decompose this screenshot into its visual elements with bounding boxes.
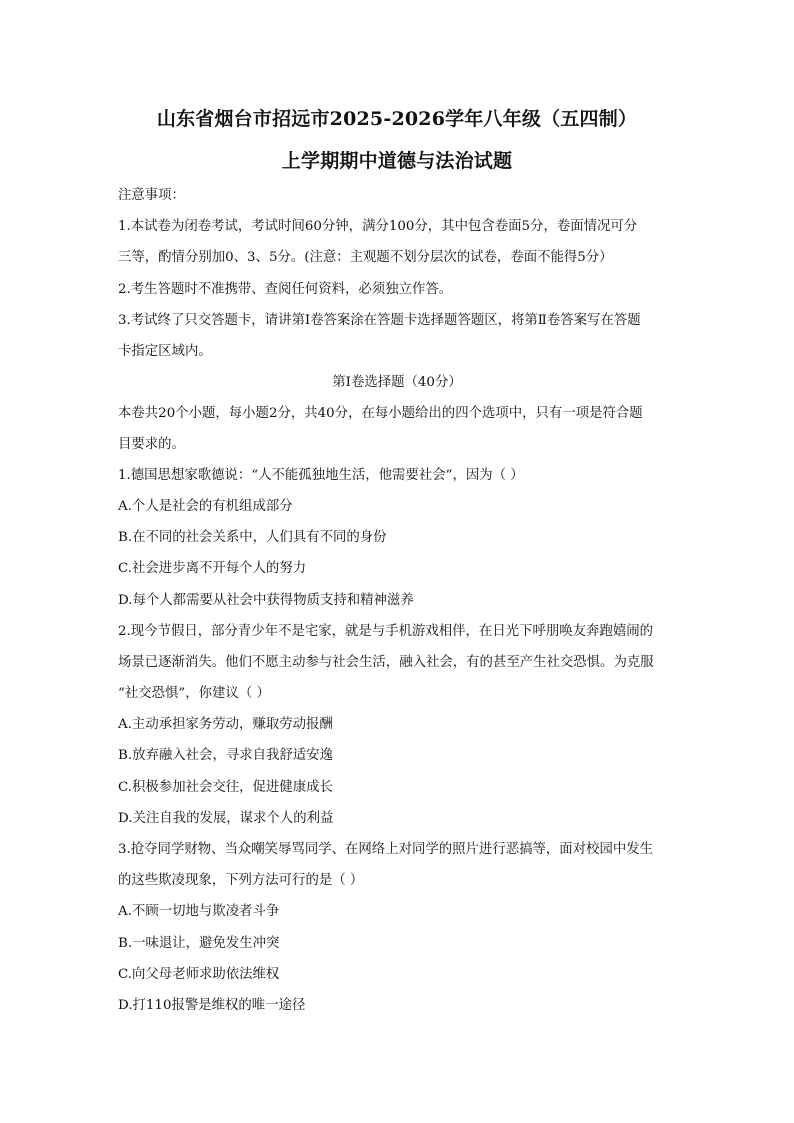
question-3-stem-line-2: 的这些欺凌现象，下列方法可行的是（ ） (118, 873, 364, 888)
question-1-option-c: C.社会进步离不开每个人的努力 (118, 561, 307, 576)
notice-item-1-line-1: 1.本试卷为闭卷考试，考试时间60分钟，满分100分，其中包含卷面5分，卷面情况可分 (118, 219, 638, 234)
question-1-stem: 1.德国思想家歌德说：“人不能孤独地生活，他需要社会”，因为（ ） (118, 468, 524, 483)
notice-heading: 注意事项： (118, 188, 185, 203)
question-2-option-c: C.积极参加社会交往，促进健康成长 (118, 780, 333, 795)
question-1-option-d: D.每个人都需要从社会中获得物质支持和精神滋养 (118, 593, 414, 608)
exam-title-line1: 山东省烟台市招远市2025-2026学年八年级（五四制） (156, 108, 638, 130)
question-3-stem-line-1: 3.抢夺同学财物、当众嘲笑辱骂同学、在网络上对同学的照片进行恶搞等，面对校园中发生 (118, 842, 654, 857)
question-3-option-c: C.向父母老师求助依法维权 (118, 967, 280, 982)
notice-item-2: 2.考生答题时不准携带、查阅任何资料，必须独立作答。 (118, 282, 453, 297)
question-2-option-a: A.主动承担家务劳动，赚取劳动报酬 (118, 717, 333, 732)
question-3-option-d: D.打110报警是维权的唯一途径 (118, 998, 306, 1013)
notice-item-3-line-1: 3.考试终了只交答题卡，请讲第Ⅰ卷答案涂在答题卡选择题答题区，将第Ⅱ卷答案写在答题 (118, 313, 641, 328)
question-3-option-b: B.一味退让，避免发生冲突 (118, 936, 280, 951)
notice-item-1-line-2: 三等，酌情分别加0、3、5分。(注意：主观题不划分层次的试卷，卷面不能得5分） (118, 250, 613, 265)
question-1-option-b: B.在不同的社会关系中，人们具有不同的身份 (118, 530, 387, 545)
question-2-option-b: B.放弃融入社会，寻求自我舒适安逸 (118, 748, 333, 763)
question-3-option-a: A.不顾一切地与欺凌者斗争 (118, 904, 280, 919)
section-1-intro-line-2: 目要求的。 (118, 437, 185, 452)
question-2-stem-line-3: “社交恐惧”，你建议（ ） (118, 686, 270, 701)
section-1-intro-line-1: 本卷共20个小题，每小题2分，共40分，在每小题给出的四个选项中，只有一项是符合题 (118, 406, 643, 421)
question-2-stem-line-2: 场景已逐渐消失。他们不愿主动参与社会生活，融入社会，有的甚至产生社交恐惧。为克服 (118, 655, 654, 670)
question-2-option-d: D.关注自我的发展，谋求个人的利益 (118, 811, 334, 826)
section-1-heading: 第Ⅰ卷选择题（40分） (332, 375, 462, 390)
question-1-option-a: A.个人是社会的有机组成部分 (118, 499, 293, 514)
exam-title-line2: 上学期期中道德与法治试题 (281, 150, 513, 172)
notice-item-3-line-2: 卡指定区域内。 (118, 344, 212, 359)
question-2-stem-line-1: 2.现今节假日，部分青少年不是宅家，就是与手机游戏相伴，在日光下呼朋唤友奔跑嬉闹的 (118, 624, 654, 639)
